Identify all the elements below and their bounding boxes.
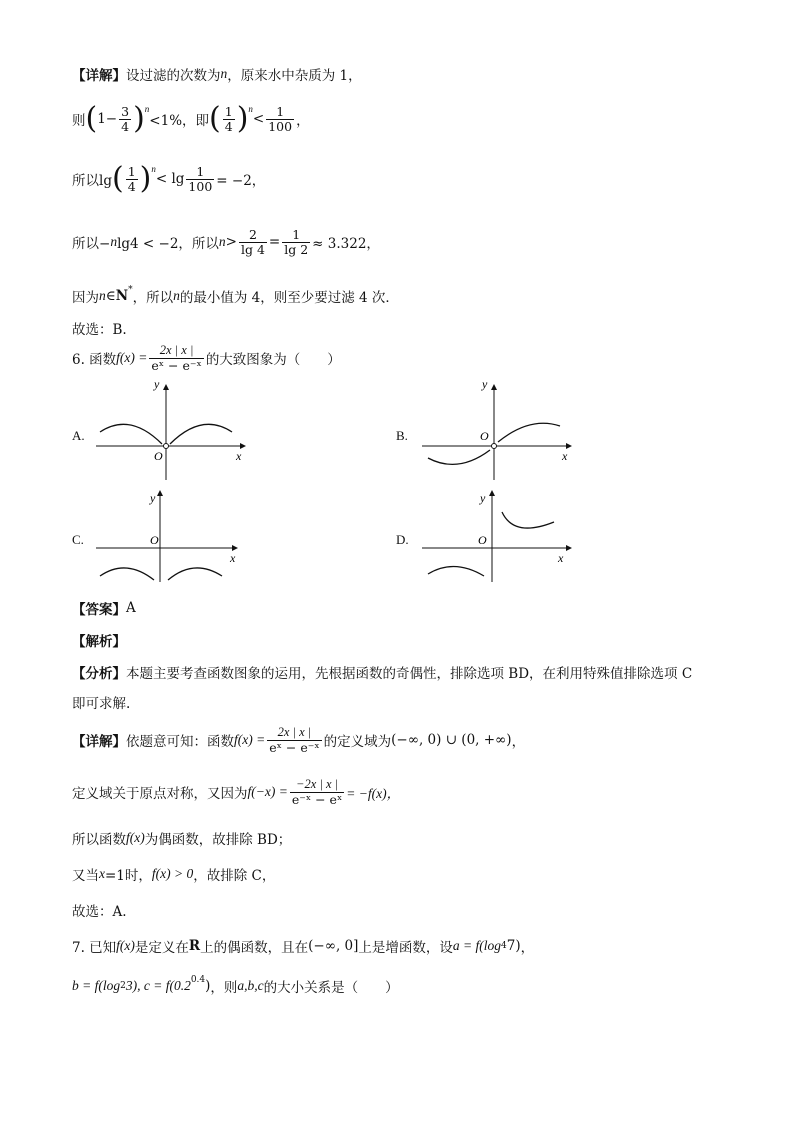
fraction-1-100: $\frac{1}{100}$ (188, 163, 213, 194)
option-c-x-label: x (230, 551, 236, 565)
option-d-y-label: y (480, 491, 486, 505)
detail-line-5: 因为 n ∈ N * ，所以 n 的最小值为 4，则至少要过滤 4 次． (72, 285, 399, 306)
fraction-1-4: $\frac{1}{4}$ (127, 163, 136, 194)
option-b-label[interactable]: B. (396, 428, 408, 443)
option-a-x-label: x (236, 449, 242, 463)
question-7-line-1: 7. 已知 f(x) 是定义在 R 上的偶函数，且在 (−∞, 0] 上是增函数，设 a = f(log 4 7) ， (72, 938, 535, 956)
analysis-line-1: 【分析】 本题主要考查函数图象的运用，先根据函数的奇偶性，排除选项 BD，在利用特殊值排除选项 C (72, 666, 693, 682)
function-fraction: $\frac{2x | x |}{\text{eˣ − e⁻ˣ}}$ (269, 725, 320, 755)
option-a-y-label: y (154, 382, 160, 391)
solution-line-4: 又当 x =1时， f(x) > 0 ，故排除 C， (72, 866, 276, 884)
question-6: 6. 函数 f(x) = $\frac{2x | x |}{\text{eˣ − e⁻ˣ}}$ 的大致图象为（ ） (72, 343, 341, 373)
detail-line-4: 所以− n lg4 < −2，所以 n > $\frac{2}{\lg 4}$ = $\frac{1}{\lg 2}$ ≈ 3.322， (72, 227, 380, 257)
analysis-line-2: 即可求解. (72, 696, 131, 712)
detail-line-2: 则 ( 1− $\frac{3}{4}$ ) $^n$ <1%，即 ( $\frac{1}{4}$ ) $^n$ < $\frac{1}{100}$ ， (72, 101, 310, 136)
analysis-heading: 【解析】 (72, 634, 126, 650)
function-fraction: $\frac{2x | x |}{\text{eˣ − e⁻ˣ}}$ (151, 343, 202, 373)
option-d-graph[interactable] (418, 488, 578, 584)
negative-function-fraction: $\frac{-2x | x |}{\text{e⁻ˣ − eˣ}}$ (291, 777, 343, 807)
option-d-x-label: x (558, 551, 564, 565)
option-d-label[interactable]: D. (396, 532, 409, 547)
option-c-label[interactable]: C. (72, 532, 84, 547)
answer-choice-b: 故选：B. (72, 322, 127, 338)
answer-choice-a: 故选：A. (72, 904, 127, 920)
option-b-y-label: y (482, 382, 488, 391)
option-d-origin: O (478, 533, 487, 547)
question-7-line-2: b = f(log 2 3), c = f(0.2 $^{0.4}$ ) ，则 a,b,c 的大小关系是（ ） (72, 975, 399, 996)
option-b-origin: O (480, 429, 489, 443)
option-a-origin: O (154, 449, 163, 463)
option-b-x-label: x (562, 449, 568, 463)
fraction-2-lg4: $\frac{2}{\lg 4}$ (240, 227, 265, 257)
option-c-origin: O (150, 533, 159, 547)
option-b-graph[interactable] (418, 382, 578, 484)
option-c-y-label: y (150, 491, 156, 505)
solution-line-2: 定义域关于原点对称，又因为 f(−x) = $\frac{-2x | x |}{\text{e⁻ˣ − eˣ}}$ = −f(x)， (72, 777, 401, 807)
fraction-1-100: $\frac{1}{100}$ (268, 103, 293, 134)
detail-line-1: 【详解】 设过滤的次数为 n ，原来水中杂质为 1， (72, 66, 362, 84)
fraction-3-4: $\frac{3}{4}$ (121, 103, 130, 134)
option-a-label[interactable]: A. (72, 428, 85, 443)
option-a-graph[interactable] (90, 382, 250, 484)
option-c-graph[interactable] (90, 488, 250, 584)
solution-line-3: 所以函数 f(x) 为偶函数，故排除 BD； (72, 830, 292, 848)
fraction-1-lg2: $\frac{1}{\lg 2}$ (284, 227, 309, 257)
detail-line-3: 所以lg ( $\frac{1}{4}$ ) $^n$ < lg $\frac{1}{100}$ = −2， (72, 161, 266, 196)
solution-line-1: 【详解】 依题意可知：函数 f(x) = $\frac{2x | x |}{\text{eˣ − e⁻ˣ}}$ 的定义域为 (−∞, 0) ∪ (0, +∞) ， (72, 725, 526, 755)
fraction-1-4: $\frac{1}{4}$ (224, 103, 233, 134)
answer-line: 【答案】 A (72, 600, 136, 618)
